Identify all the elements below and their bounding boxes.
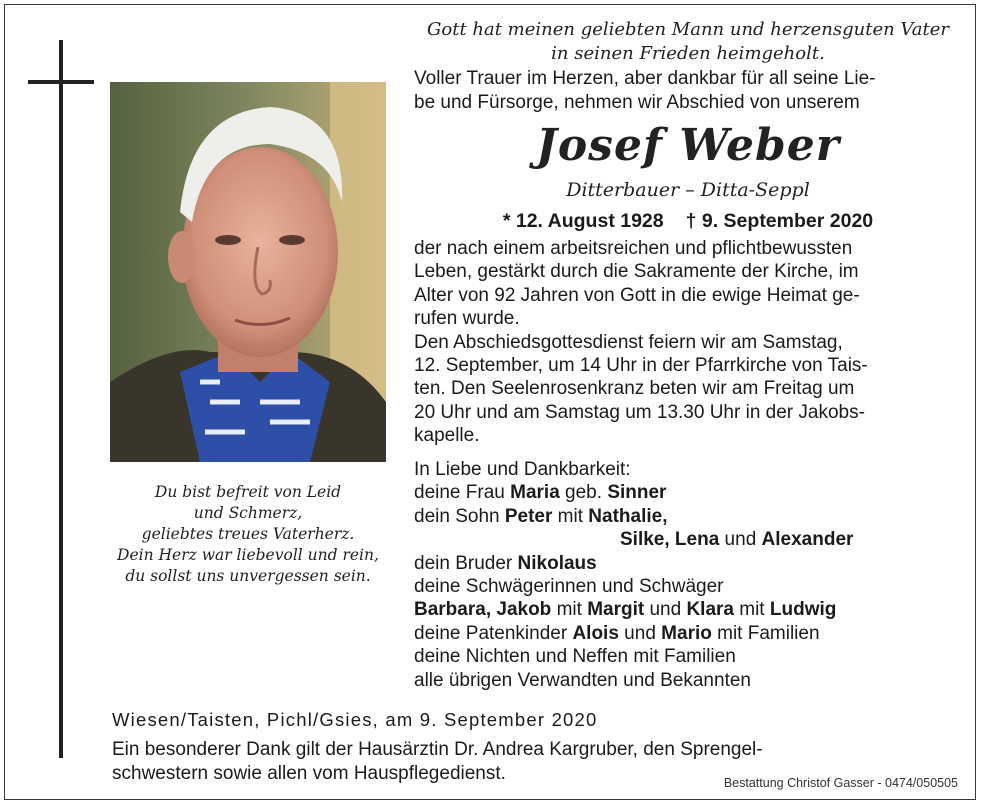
name-bold: Ludwig: [769, 599, 837, 621]
lead-text: [414, 67, 962, 114]
name-bold: Nathalie,: [588, 505, 668, 527]
text-segment: dein Bruder: [414, 552, 518, 574]
poem-line: Dein Herz war liebevoll und rein,: [117, 546, 379, 564]
poem-line: geliebtes treues Vaterherz.: [141, 525, 355, 543]
birth-date: * 12. August 1928: [502, 210, 664, 232]
intro-line: Gott hat meinen geliebten Mann und herzensguten Vater: [427, 19, 949, 40]
cross-icon-vertical: [59, 40, 63, 758]
text-segment: deine Frau: [414, 482, 511, 504]
family-line: [414, 598, 962, 621]
name-bold: Alois: [572, 622, 619, 644]
family-line: [414, 622, 962, 645]
body-line: kapelle.: [414, 425, 480, 447]
portrait-illustration: [110, 82, 386, 462]
text-segment: mit: [552, 505, 589, 527]
text-segment: und: [644, 599, 687, 621]
body-line: ten. Den Seelenrosenkranz beten wir am Freitag um: [414, 378, 855, 400]
name-bold: Nikolaus: [517, 552, 597, 574]
name-bold: Maria: [510, 482, 560, 504]
family-line: deine Nichten und Neffen mit Familien: [414, 646, 736, 668]
deceased-name: Josef Weber: [536, 120, 840, 171]
poem-line: du sollst uns unvergessen sein.: [125, 567, 371, 585]
text-segment: und: [618, 622, 662, 644]
body-line: Alter von 92 Jahren von Gott in die ewige Heimat ge-: [414, 284, 860, 306]
lead-line: be und Fürsorge, nehmen wir Abschied von unserem: [414, 91, 860, 113]
family-line: alle übrigen Verwandten und Bekannten: [414, 669, 751, 691]
name-bold: Peter: [504, 505, 553, 527]
lead-line: Voller Trauer im Herzen, aber dankbar für all seine Lie-: [414, 68, 876, 89]
memorial-poem: [100, 482, 396, 587]
text-segment: mit Familien: [711, 622, 820, 644]
body-line: der nach einem arbeitsreichen und pflichtbewussten: [414, 238, 853, 259]
name-bold: Barbara, Jakob: [414, 599, 552, 621]
life-dates: [412, 208, 964, 234]
thanks-line: schwestern sowie allen vom Hauspflegedienst.: [112, 763, 506, 784]
family-list: [414, 458, 962, 692]
body-line: Leben, gestärkt durch die Sakramente der Kirche, im: [414, 261, 859, 283]
body-line: 12. September, um 14 Uhr in der Pfarrkirche von Tais-: [414, 355, 868, 377]
poem-line: und Schmerz,: [193, 504, 303, 522]
deceased-nickname: Ditterbauer – Ditta-Seppl: [566, 179, 810, 201]
name-bold: Margit: [587, 599, 645, 621]
text-segment: und: [719, 529, 762, 551]
text-segment: mit: [733, 599, 770, 621]
cross-icon-horizontal: [28, 80, 94, 84]
family-line: [414, 505, 962, 528]
family-line: [414, 552, 962, 575]
family-line: In Liebe und Dankbarkeit:: [414, 459, 631, 480]
name-bold: Sinner: [607, 482, 667, 504]
family-line: deine Schwägerinnen und Schwäger: [414, 576, 724, 598]
text-segment: dein Sohn: [414, 505, 505, 527]
family-line: [414, 481, 962, 504]
text-segment: mit: [551, 599, 588, 621]
body-line: 20 Uhr und am Samstag um 13.30 Uhr in der Jakobs-: [414, 401, 865, 423]
body-line: Den Abschiedsgottesdienst feiern wir am Samstag,: [414, 331, 843, 353]
body-line: rufen wurde.: [414, 308, 520, 330]
name-bold: Mario: [661, 622, 712, 644]
name-bold: Alexander: [761, 529, 854, 551]
death-date: † 9. September 2020: [685, 210, 874, 232]
thanks-line: Ein besonderer Dank gilt der Hausärztin Dr. Andrea Kargruber, den Sprengel-: [112, 739, 763, 760]
intro-text: [412, 18, 964, 66]
family-line: [414, 528, 962, 551]
name-bold: Klara: [686, 599, 734, 621]
text-segment: deine Patenkinder: [414, 622, 573, 644]
undertaker-credit: Bestattung Christof Gasser - 0474/050505: [723, 776, 958, 790]
body-text: [414, 237, 954, 448]
poem-line: Du bist befreit von Leid: [154, 483, 342, 501]
place-and-date: Wiesen/Taisten, Pichl/Gsies, am 9. September 2020: [112, 709, 598, 730]
text-segment: geb.: [559, 482, 608, 504]
intro-line: in seinen Frieden heimgeholt.: [551, 43, 825, 64]
portrait-photo: [110, 82, 386, 462]
name-bold: Silke, Lena: [620, 529, 720, 551]
